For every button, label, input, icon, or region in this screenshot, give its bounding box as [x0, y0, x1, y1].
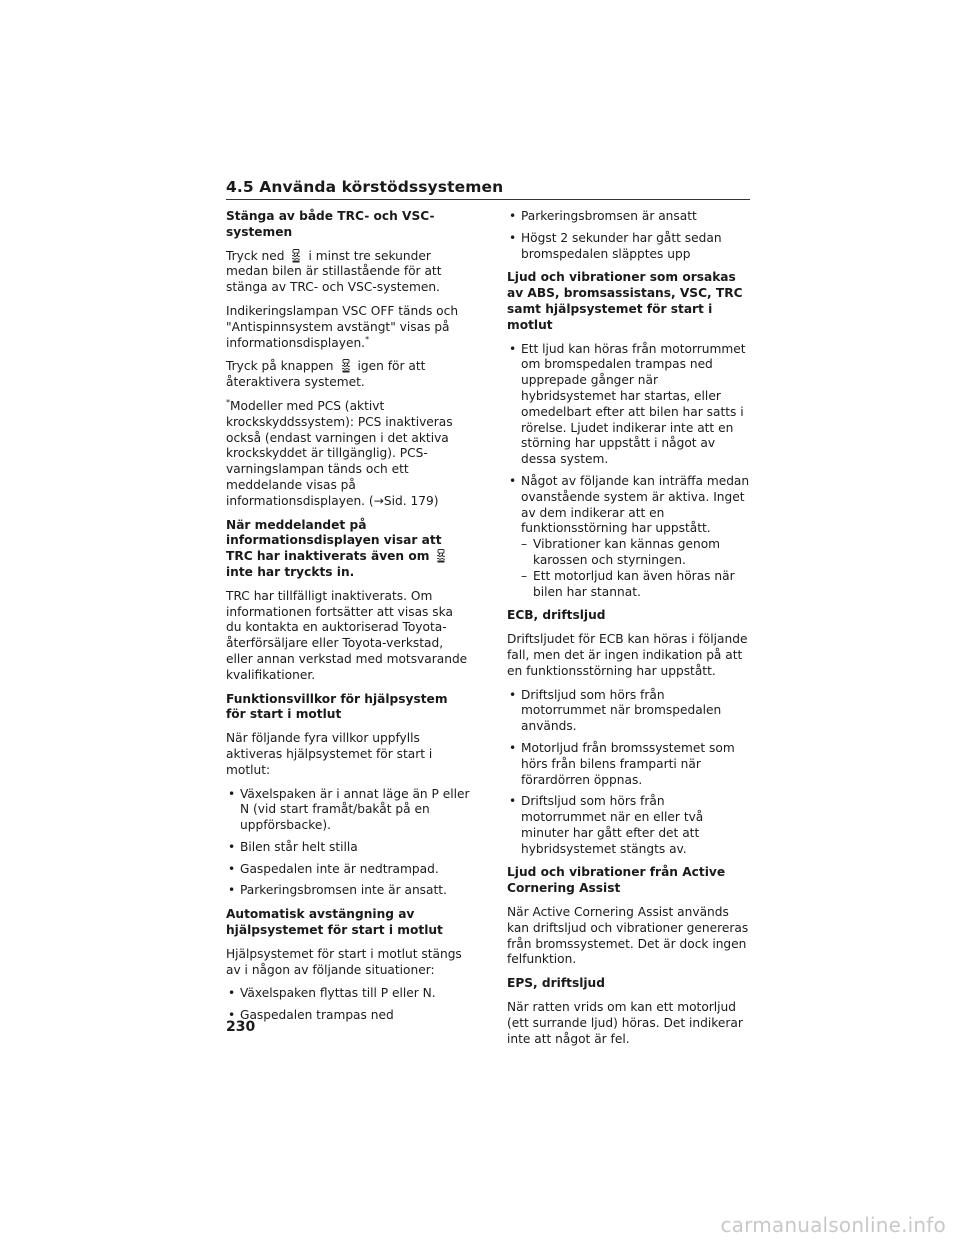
list-item: • Gaspedalen trampas ned	[226, 1008, 470, 1024]
vsc-off-icon	[340, 359, 352, 373]
text-fragment: Modeller med PCS (aktivt krockskyddssystem): PCS inaktiveras också (endast varningen i det aktiva krockskyddet är tillgänglig). PCS-varningslampan tänds och ett meddelande visas på informationsdisplayen. (	[226, 398, 453, 508]
text-fragment: Tryck ned	[226, 248, 285, 263]
heading-active-cornering: Ljud och vibrationer från Active Cornering Assist	[507, 865, 726, 896]
list-item: • Bilen står helt stilla	[226, 840, 470, 856]
heading-abs-noise: Ljud och vibrationer som orsakas av ABS, bromsassistans, VSC, TRC samt hjälpsystemet för start i motlut	[507, 270, 743, 332]
heading-eps-noise: EPS, driftsljud	[507, 976, 605, 991]
text-fragment: När meddelandet på informationsdisplayen visar att TRC har inaktiverats även om	[226, 517, 442, 564]
text-fragment: Tryck på knappen	[226, 359, 334, 374]
heading-hill-start-conditions: Funktionsvillkor för hjälpsystem för start i motlut	[226, 691, 448, 722]
footnote-marker: *	[226, 397, 230, 407]
watermark: carmanualsonline.info	[720, 1213, 946, 1237]
paragraph-reactivate	[226, 359, 470, 391]
section-header	[226, 178, 750, 200]
paragraph-active-cornering: När Active Cornering Assist används kan driftsljud och vibrationer genereras från bromssystemet. Det är dock ingen felfunktion.	[507, 905, 749, 967]
paragraph-indicator	[226, 304, 470, 351]
footnote-pcs	[226, 399, 470, 510]
paragraph-eps: När ratten vrids om kan ett motorljud (ett surrande ljud) höras. Det indikerar inte att något är fel.	[507, 1000, 743, 1046]
paragraph-hill-start-intro: När följande fyra villkor uppfylls aktiveras hjälpsystemet för start i motlut:	[226, 731, 433, 777]
list-item: • Driftsljud som hörs från motorrummet när en eller två minuter har gått efter det att hybridsystemet stängts av.	[507, 794, 751, 857]
heading-trc-message	[226, 518, 470, 581]
list-item: • Gaspedalen inte är nedtrampad.	[226, 862, 470, 878]
left-column	[226, 209, 470, 1030]
list-item: • Motorljud från bromssystemet som hörs från bilens framparti när förardörren öppnas.	[507, 741, 751, 788]
sub-list-item: – Vibrationer kan kännas genom karossen och styrningen.	[507, 537, 751, 569]
page-number: 230	[226, 1019, 256, 1035]
arrow-icon: →	[373, 493, 384, 508]
list-item: • Parkeringsbromsen är ansatt	[507, 209, 751, 225]
footnote-marker: *	[365, 334, 370, 344]
list-item: • Något av följande kan inträffa medan ovanstående system är aktiva. Inget av dem indikerar att en funktionsstörning har uppstått.	[507, 474, 751, 537]
sub-list-item: – Ett motorljud kan även höras när bilen har stannat.	[507, 569, 751, 601]
list-item: • Växelspaken flyttas till P eller N.	[226, 986, 470, 1002]
heading-ecb-noise: ECB, driftsljud	[507, 608, 606, 623]
text-fragment: inte har tryckts in.	[226, 564, 355, 579]
section-title: 4.5 Använda körstödssystemen	[226, 178, 750, 200]
list-item: • Ett ljud kan höras från motorrummet om bromspedalen trampas ned upprepade gånger när hybridsystemet har startas, eller omedelbart efter att bilen har satts i rörelse. Ljudet indikerar inte att en störning har uppstått i något av dessa system.	[507, 342, 751, 468]
list-item: • Driftsljud som hörs från motorrummet när bromspedalen används.	[507, 688, 751, 735]
vsc-off-icon	[435, 549, 447, 563]
paragraph-hill-start-off-intro: Hjälpsystemet för start i motlut stängs av i någon av följande situationer:	[226, 946, 462, 977]
page-reference-link[interactable]: Sid. 179)	[383, 493, 439, 508]
paragraph-press-button	[226, 249, 470, 296]
text-fragment: Indikeringslampan VSC OFF tänds och "Antispinnsystem avstängt" visas på informationsdisplayen.	[226, 303, 459, 350]
text-fragment: igen för att återaktivera systemet.	[226, 359, 426, 390]
list-item: • Högst 2 sekunder har gått sedan bromspedalen släpptes upp	[507, 231, 751, 263]
right-column	[507, 209, 751, 1055]
paragraph-ecb-intro: Driftsljudet för ECB kan höras i följande fall, men det är ingen indikation på att en funktionsstörning har uppstått.	[507, 632, 748, 678]
vsc-off-icon	[290, 249, 302, 263]
heading-hill-start-auto-off: Automatisk avstängning av hjälpsystemet för start i motlut	[226, 907, 443, 938]
list-item: • Parkeringsbromsen inte är ansatt.	[226, 883, 470, 899]
paragraph-trc-disabled: TRC har tillfälligt inaktiverats. Om informationen fortsätter att visas ska du kontakta en auktoriserad Toyota-återförsäljare eller Toyota-verkstad, eller annan verkstad med motsvarande kvalifikationer.	[226, 588, 468, 682]
heading-disable-trc-vsc: Stänga av både TRC- och VSC-systemen	[226, 209, 435, 239]
list-item: • Växelspaken är i annat läge än P eller N (vid start framåt/bakåt på en uppförsbacke).	[226, 787, 470, 834]
text-fragment: i minst tre sekunder medan bilen är stillastående för att stänga av TRC- och VSC-systemen.	[226, 248, 442, 295]
